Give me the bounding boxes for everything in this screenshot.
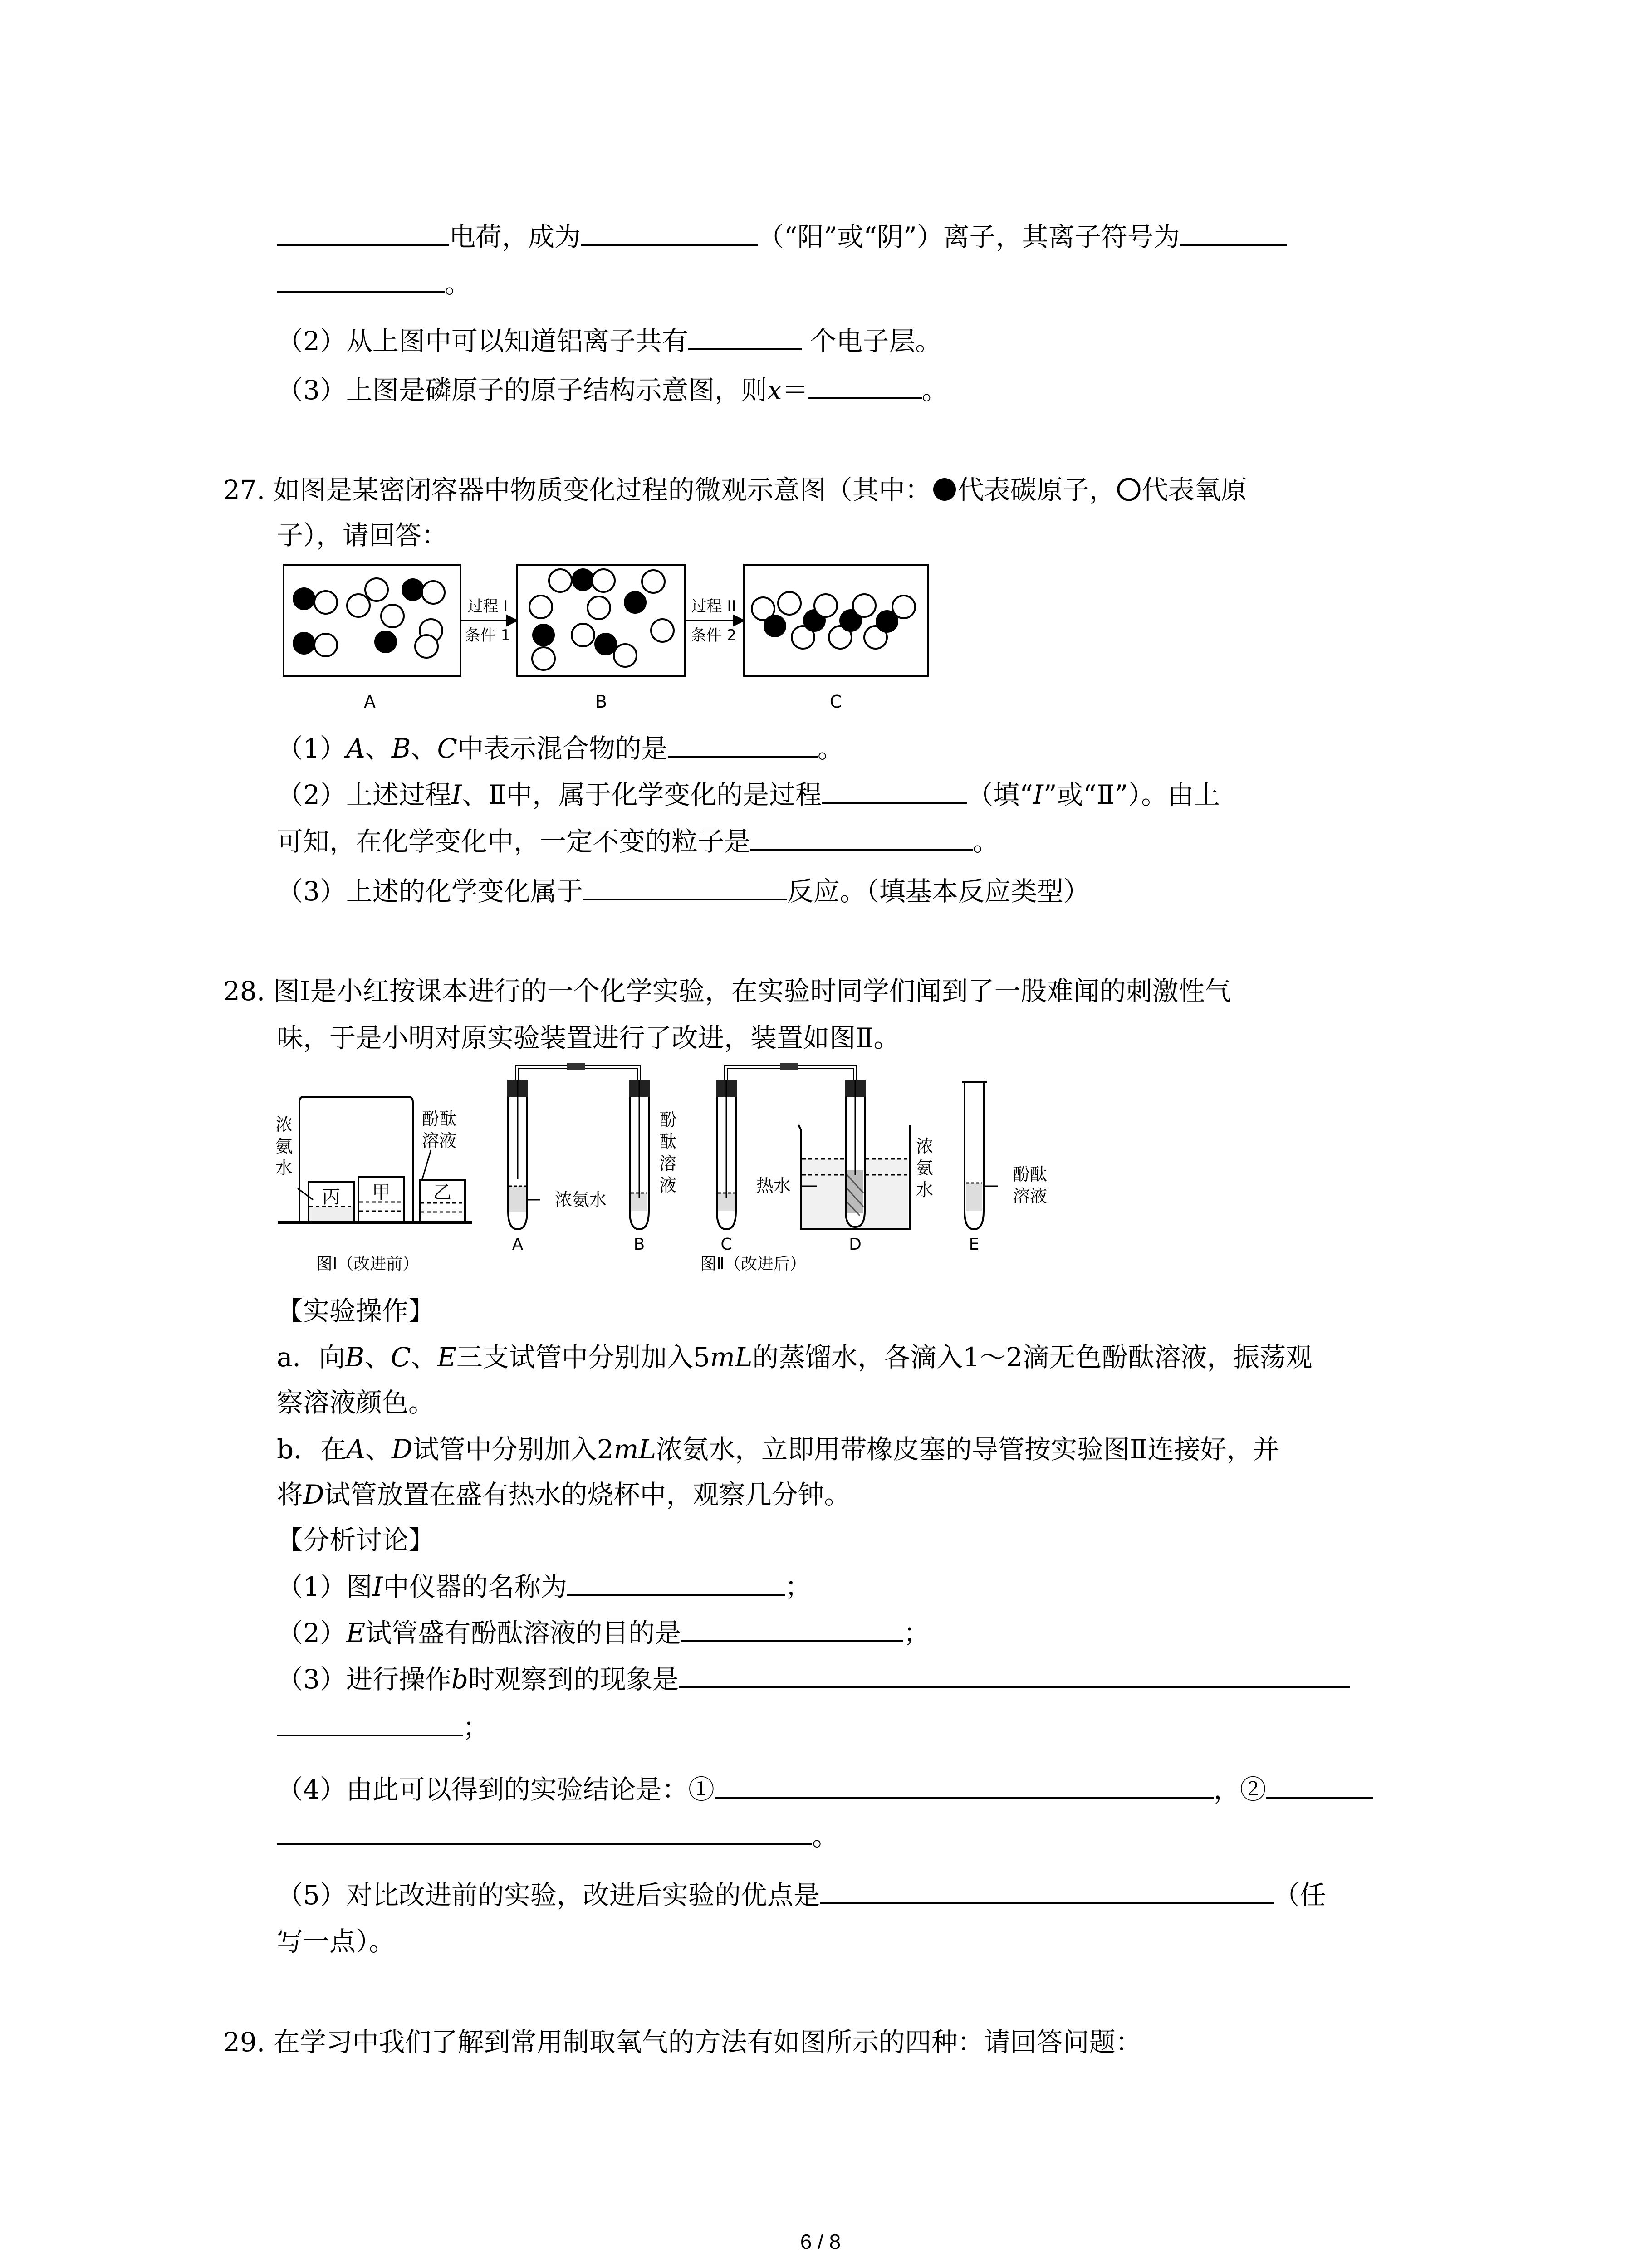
q26-line1: 电荷，成为 （“阳”或“阴”）离子，其离子符号为 <box>277 219 1287 255</box>
arrow2-condition: 条件 2 <box>691 626 737 645</box>
tube-b-label-2: 酞 <box>659 1132 677 1152</box>
answer-blank[interactable] <box>715 1771 1214 1799</box>
tube-b-label-1: 酚 <box>659 1110 677 1130</box>
q26-line2: 。 <box>277 265 471 302</box>
answer-blank[interactable] <box>277 1818 812 1845</box>
label-ammonia: 氨 <box>275 1136 293 1156</box>
beaker-label-bing: 丙 <box>322 1187 340 1207</box>
tube-letter-d: D <box>849 1235 862 1254</box>
label-solution: 溶液 <box>421 1131 457 1151</box>
tube-e-label-2: 溶液 <box>1012 1186 1048 1206</box>
answer-blank[interactable] <box>277 1709 463 1736</box>
hollow-circle-icon <box>1116 476 1142 503</box>
tube-letter-a: A <box>512 1235 524 1254</box>
q26-part2: （2）从上图中可以知道铝离子共有 个电子层。 <box>277 323 941 359</box>
q27-part2-line1: （2）上述过程I、Ⅱ中，属于化学变化的是过程 （填“I”或“Ⅱ”）。由上 <box>277 777 1220 813</box>
answer-blank[interactable] <box>668 730 818 758</box>
answer-blank[interactable] <box>679 1661 1350 1688</box>
q28-apparatus-diagram <box>272 1061 1071 1293</box>
answer-blank[interactable] <box>277 265 445 293</box>
answer-blank[interactable] <box>583 873 787 900</box>
tube-e <box>962 1082 987 1229</box>
tube-c <box>716 1080 737 1229</box>
answer-blank[interactable] <box>567 1569 785 1596</box>
q27-part1: （1）A、B、C中表示混合物的是 。 <box>277 730 844 767</box>
answer-blank[interactable] <box>581 219 758 246</box>
box-a <box>284 565 460 676</box>
answer-blank[interactable] <box>681 1615 903 1642</box>
q28-stem-line2: 味，于是小明对原实验装置进行了改进，装置如图Ⅱ。 <box>277 1022 900 1053</box>
q26-part3: （3）上图是磷原子的原子结构示意图，则x＝ 。 <box>277 372 948 408</box>
q28-operation-a-line2: 察溶液颜色。 <box>277 1387 435 1418</box>
page-number: 6 / 8 <box>800 2230 841 2253</box>
box-label-c: C <box>829 692 842 712</box>
figure-2-caption: 图Ⅱ（改进后） <box>700 1255 806 1273</box>
q28-part4: （4）由此可以得到的实验结论是：① ，② <box>277 1771 1373 1808</box>
beaker-label-jia: 甲 <box>372 1182 390 1203</box>
box-label-a: A <box>364 692 376 712</box>
q28-part5-line2: 写一点）。 <box>277 1926 396 1957</box>
arrow1-process: 过程 I <box>467 597 508 616</box>
tube-b-label-3: 溶 <box>659 1154 677 1173</box>
q27-stem-line2: 子），请回答： <box>277 520 448 551</box>
hot-water-label: 热水 <box>756 1176 791 1196</box>
label-water: 水 <box>275 1158 293 1178</box>
q27-particle-diagram <box>281 562 957 726</box>
tube-a <box>507 1080 528 1229</box>
tube-d-label-3: 水 <box>916 1180 934 1200</box>
q28-part4-line2: 。 <box>277 1818 838 1854</box>
label-concentrated: 浓 <box>275 1114 293 1134</box>
q28-part3: （3）进行操作b时观察到的现象是 <box>277 1661 1350 1697</box>
tube-b <box>629 1080 650 1229</box>
answer-blank[interactable] <box>277 219 449 246</box>
q28-part2: （2）E试管盛有酚酞溶液的目的是 ； <box>277 1615 930 1651</box>
tube-a-label: 浓氨水 <box>554 1190 607 1210</box>
tube-letter-c: C <box>720 1235 732 1254</box>
q28-part1: （1）图I中仪器的名称为 ； <box>277 1569 811 1605</box>
q27-stem-line1: 27. 如图是某密闭容器中物质变化过程的微观示意图（其中： 代表碳原子， 代表氧原 <box>223 474 1247 505</box>
tube-d-label-1: 浓 <box>916 1136 934 1156</box>
q28-stem-line1: 28. 图Ⅰ是小红按课本进行的一个化学实验，在实验时同学们闻到了一股难闻的刺激性气 <box>223 976 1231 1007</box>
figure-1-caption: 图Ⅰ（改进前） <box>316 1255 419 1273</box>
q28-part3-line2: ； <box>277 1709 489 1745</box>
q28-operation-b-line2: 将D试管放置在盛有热水的烧杯中，观察几分钟。 <box>277 1479 851 1510</box>
tube-d-label-2: 氨 <box>916 1158 934 1178</box>
answer-blank[interactable] <box>688 323 802 350</box>
beaker-label-yi: 乙 <box>433 1182 451 1203</box>
answer-blank[interactable] <box>1266 1771 1373 1799</box>
q27-part2-line2: 可知，在化学变化中，一定不变的粒子是 。 <box>277 823 999 860</box>
tube-letter-b: B <box>633 1235 645 1254</box>
figure-1-apparatus <box>275 1097 472 1222</box>
answer-blank[interactable] <box>820 1877 1274 1904</box>
tube-letter-e: E <box>969 1235 980 1254</box>
answer-blank[interactable] <box>808 372 922 399</box>
q28-part5: （5）对比改进前的实验，改进后实验的优点是 （任 <box>277 1877 1326 1913</box>
box-c <box>744 565 928 676</box>
arrow2-process: 过程 II <box>691 597 736 616</box>
beaker-with-tube-d <box>798 1080 910 1229</box>
tube-b-label-4: 液 <box>659 1175 677 1195</box>
answer-blank[interactable] <box>822 777 967 804</box>
answer-blank[interactable] <box>750 823 973 850</box>
q28-operation-title: 【实验操作】 <box>277 1295 435 1326</box>
label-phenolphthalein: 酚酞 <box>421 1109 457 1129</box>
arrow1-condition: 条件 1 <box>465 626 511 645</box>
q28-operation-b-line1: b．在A、D试管中分别加入2mL浓氨水，立即用带橡皮塞的导管按实验图Ⅱ连接好，并 <box>277 1434 1279 1465</box>
answer-blank[interactable] <box>1180 219 1287 246</box>
q27-part3: （3）上述的化学变化属于 反应。（填基本反应类型） <box>277 873 1090 909</box>
q28-operation-a-line1: a．向B、C、E三支试管中分别加入5mL的蒸馏水，各滴入1～2滴无色酚酞溶液，振荡观 <box>277 1342 1313 1373</box>
tube-e-label-1: 酚酞 <box>1012 1164 1048 1184</box>
box-b <box>517 565 685 676</box>
filled-circle-icon <box>931 476 958 503</box>
q28-analysis-title: 【分析讨论】 <box>277 1525 435 1555</box>
box-label-b: B <box>595 692 607 712</box>
q29-stem: 29. 在学习中我们了解到常用制取氧气的方法有如图所示的四种：请回答问题： <box>223 2027 1142 2058</box>
